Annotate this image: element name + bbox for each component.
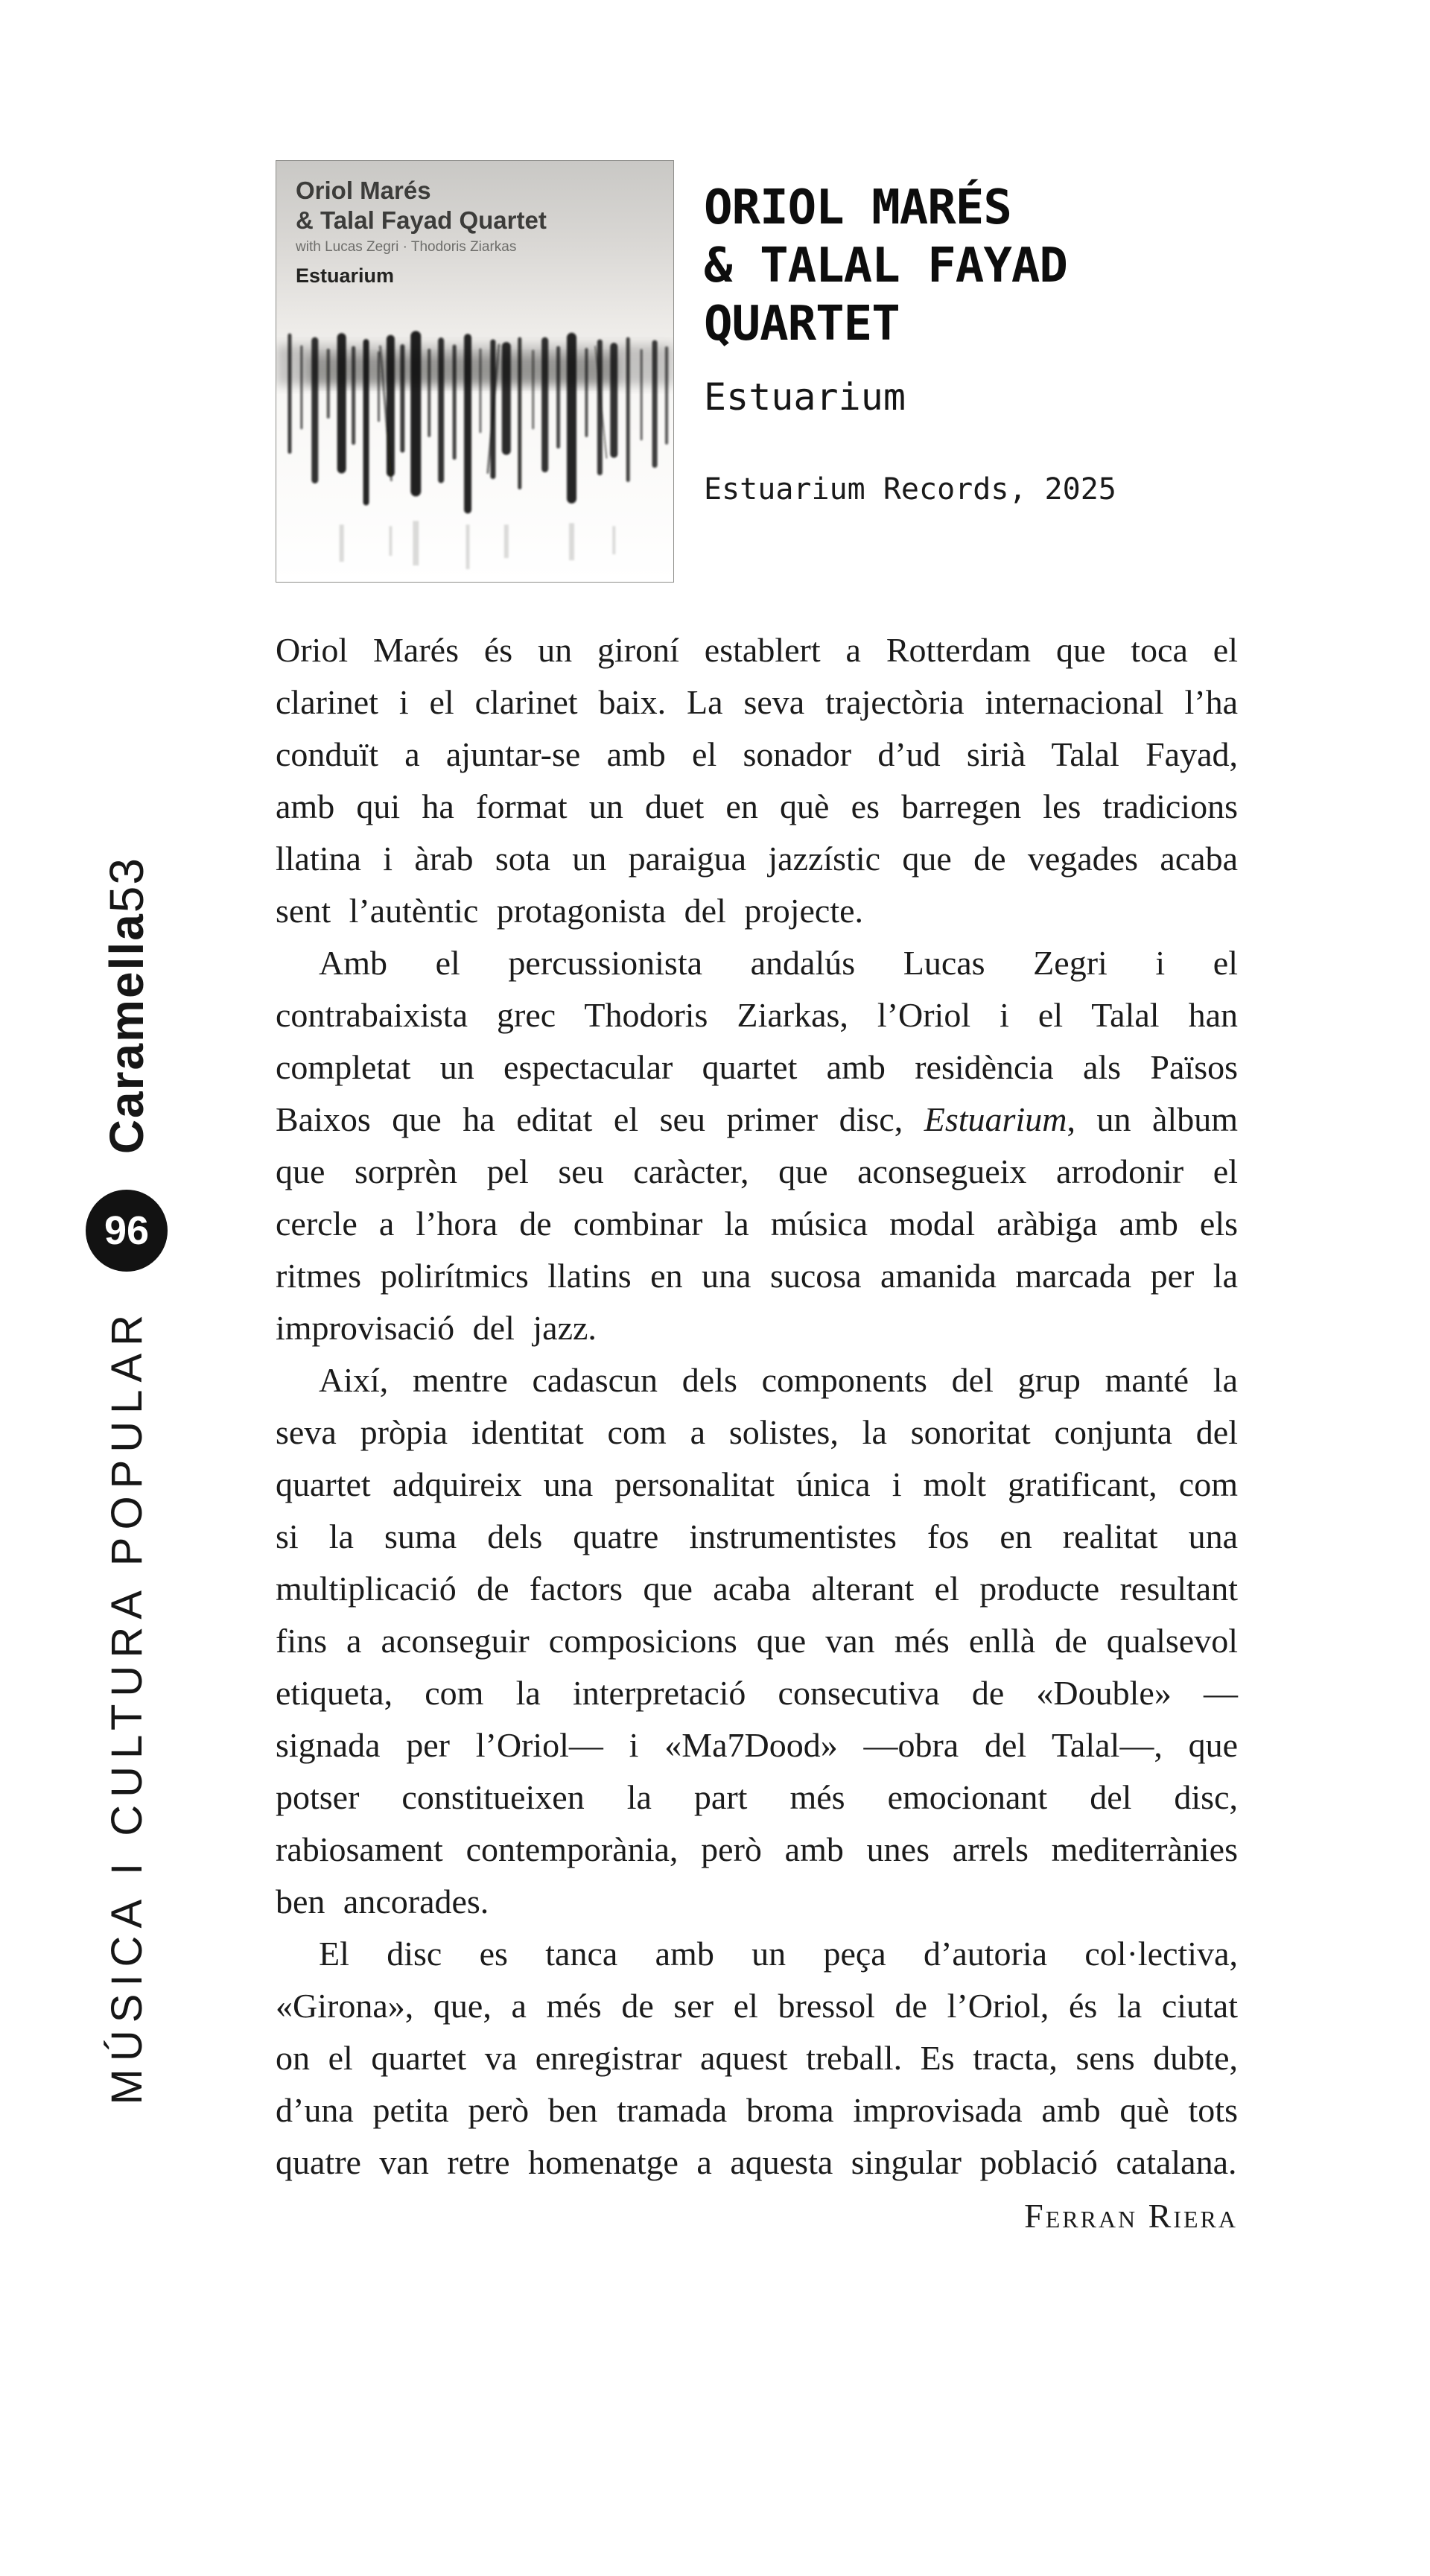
album-cover bbox=[276, 160, 674, 583]
artist-title-line-3: QUARTET bbox=[704, 296, 900, 352]
section-label: MÚSICA I CULTURA POPULAR bbox=[102, 1307, 151, 2105]
issue-number: 53 bbox=[100, 857, 153, 913]
page-number: 96 bbox=[104, 1208, 150, 1254]
review-paragraph: El disc es tanca amb un peça d’autoria col·lectiva, «Girona», que, a més de ser el bressol de l’Oriol, és la ciutat on el quartet va enregistrar aquest treball. Es tracta, sens dubte, d’una petita però ben tramada broma improvisada amb què tots quatre van retre homenatge a aquesta singular població catalana. bbox=[276, 1935, 1238, 2181]
album-title: Estuarium bbox=[704, 375, 906, 419]
review-paragraph: Oriol Marés és un gironí establert a Rotterdam que toca el clarinet i el clarinet baix. La seva trajectòria internacional l’ha conduït a ajuntar-se amb el sonador d’ud sirià Talal Fayad, amb qui ha format un duet en què es barregen les tradicions llatina i àrab sota un paraigua jazzístic que de vegades acaba sent l’autèntic protagonista del projecte. bbox=[276, 631, 1238, 930]
cover-credits: with Lucas Zegri · Thodoris Ziarkas bbox=[296, 239, 517, 256]
cover-artist-line1: Oriol Marés bbox=[296, 177, 431, 204]
header-block bbox=[704, 179, 1255, 507]
review-paragraph: Així, mentre cadascun dels components del grup manté la seva pròpia identitat com a solistes, la sonoritat conjunta del quartet adquireix una personalitat única i molt gratificant, com si la suma dels quatre instrumentistes fos en realitat una multiplicació de factors que acaba alterant el producte resultant fins a aconseguir composicions que van més enllà de qualsevol etiqueta, com la interpretació consecutiva de «Double» —signada per l’Oriol— i «Ma7Dood» —obra del Talal—, que potser constitueixen la part més emocionant del disc, rabiosament contemporània, però amb unes arrels mediterrànies ben ancorades. bbox=[276, 1361, 1238, 1920]
review-section bbox=[276, 624, 1238, 2242]
record-label-year: Estuarium Records, 2025 bbox=[704, 472, 1116, 507]
cover-album-title: Estuarium bbox=[296, 264, 395, 287]
cover-artist-line2: & Talal Fayad Quartet bbox=[296, 206, 547, 234]
page-number-badge bbox=[86, 1190, 168, 1272]
artist-title-line-1: ORIOL MARÉS bbox=[704, 180, 1011, 235]
review-paragraph: Amb el percussionista andalús Lucas Zegri i el contrabaixista grec Thodoris Ziarkas, l’Oriol i el Talal han completat un espectacular quartet amb residència als Països Baixos que ha editat el seu primer disc, Estuarium, un àlbum que sorprèn pel seu caràcter, que aconsegueix arrodonir el cercle a l’hora de combinar la música modal aràbiga amb els ritmes polirítmics llatins en una sucosa amanida marcada per la improvisació del jazz. bbox=[276, 944, 1238, 1347]
magazine-name: Caramella bbox=[100, 913, 153, 1155]
cover-text-block bbox=[296, 176, 547, 288]
artist-title-line-2: & TALAL FAYAD bbox=[704, 238, 1067, 294]
magazine-title bbox=[99, 857, 154, 1154]
review-author: Ferran Riera bbox=[1024, 2197, 1238, 2235]
review-body bbox=[276, 624, 1238, 2189]
sidebar bbox=[74, 857, 179, 2105]
